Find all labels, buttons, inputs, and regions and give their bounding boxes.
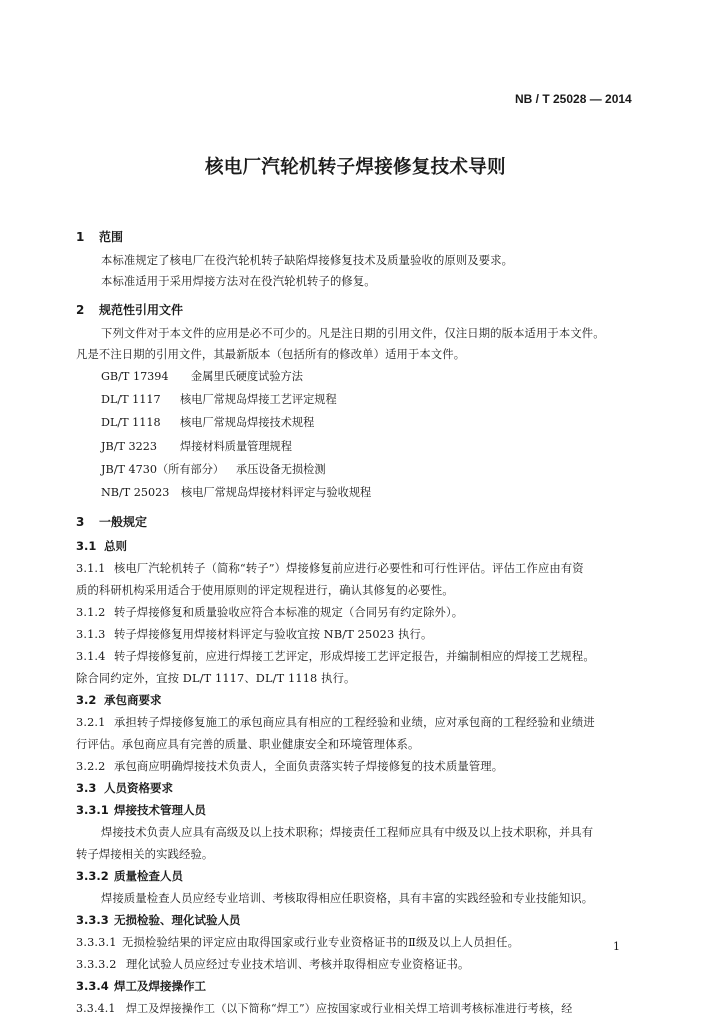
reference-title: 核电厂常规岛焊接工艺评定规程 [180,393,337,406]
clause-3-1-1 [76,560,584,576]
page-number: 1 [613,940,620,953]
clause-number: 3.3.3.1 [76,936,117,949]
reference-code: JB/T 4730（所有部分） [101,463,225,476]
section-3-heading [76,513,147,530]
clause-3-1-2 [76,604,463,620]
standard-number: NB / T 25028 — 2014 [515,92,632,106]
clause-number: 3.1 [76,539,97,553]
clause-number: 3.3.3.2 [76,958,117,971]
reference-item [101,391,337,407]
clause-3-1-1-continued: 质的科研机构采用适合于使用原则的评定规程进行，确认其修复的必要性。 [76,584,454,597]
clause-3-1-3 [76,626,432,642]
reference-item [101,461,326,477]
paragraph: 本标准规定了核电厂在役汽轮机转子缺陷焊接修复技术及质量验收的原则及要求。 [101,254,514,267]
subsection-3-2-heading [76,692,162,708]
section-title: 范围 [99,230,124,244]
clause-text: 焊工及焊接操作工（以下简称“焊工”）应按国家或行业相关焊工培训考核标准进行考核，经 [126,1002,573,1015]
paragraph: 转子焊接相关的实践经验。 [76,848,214,861]
clause-number: 3.3 [76,781,97,795]
reference-item [101,484,371,500]
reference-title: 焊接材料质量管理规程 [180,440,292,453]
clause-number: 3.3.4.1 [76,1002,116,1015]
reference-title: 核电厂常规岛焊接技术规程 [180,416,315,429]
section-number: 3 [76,515,85,529]
clause-3-2-1-continued: 行评估。承包商应具有完善的质量、职业健康安全和环境管理体系。 [76,738,420,751]
paragraph: 凡是不注日期的引用文件，其最新版本（包括所有的修改单）适用于本文件。 [76,348,466,361]
clause-number: 3.1.2 [76,606,106,619]
clause-number: 3.2 [76,693,97,707]
clause-3-3-4-heading [76,978,206,994]
clause-title: 承包商要求 [104,693,162,707]
clause-3-3-3-1 [76,934,519,950]
clause-title: 人员资格要求 [104,781,173,795]
clause-text: 核电厂汽轮机转子（简称“转子”）焊接修复前应进行必要性和可行性评估。评估工作应由有资 [114,562,584,575]
clause-text: 理化试验人员应经过专业技术培训、考核并取得相应专业资格证书。 [126,958,470,971]
clause-3-2-2 [76,758,503,774]
clause-text: 转子焊接修复和质量验收应符合本标准的规定（合同另有约定除外）。 [114,606,464,619]
clause-number: 3.3.2 [76,869,109,883]
reference-code: DL/T 1118 [101,416,161,429]
subsection-3-3-heading [76,780,173,796]
subsection-3-1-heading [76,538,127,554]
clause-number: 3.1.3 [76,628,106,641]
paragraph: 焊接技术负责人应具有高级及以上技术职称；焊接责任工程师应具有中级及以上技术职称，并具有 [101,826,594,839]
clause-text: 转子焊接修复用焊接材料评定与验收宜按 NB/T 25023 执行。 [114,628,433,641]
paragraph: 焊接质量检查人员应经专业培训、考核取得相应任职资格，具有丰富的实践经验和专业技能知识。 [101,892,594,905]
clause-number: 3.3.1 [76,803,109,817]
clause-text: 承担转子焊接修复施工的承包商应具有相应的工程经验和业绩，应对承包商的工程经验和业绩进 [114,716,595,729]
clause-title: 焊工及焊接操作工 [114,979,206,993]
clause-3-3-3-heading [76,912,241,928]
section-number: 2 [76,303,85,317]
section-number: 1 [76,230,85,244]
clause-number: 3.1.4 [76,650,106,663]
clause-number: 3.2.1 [76,716,106,729]
reference-code: JB/T 3223 [101,440,157,453]
clause-3-1-4 [76,648,595,664]
clause-title: 总则 [104,539,127,553]
clause-3-3-3-2 [76,956,469,972]
clause-3-2-1 [76,714,595,730]
clause-text: 无损检验结果的评定应由取得国家或行业专业资格证书的Ⅱ级及以上人员担任。 [122,936,520,949]
clause-text: 承包商应明确焊接技术负责人，全面负责落实转子焊接修复的技术质量管理。 [114,760,504,773]
reference-item [101,414,314,430]
clause-number: 3.1.1 [76,562,106,575]
clause-3-3-4-1 [76,1000,572,1016]
reference-title: 金属里氏硬度试验方法 [191,370,303,383]
reference-code: GB/T 17394 [101,370,169,383]
clause-number: 3.3.3 [76,913,109,927]
clause-3-3-1-heading [76,802,206,818]
section-1-heading [76,228,123,245]
clause-number: 3.3.4 [76,979,109,993]
reference-title: 核电厂常规岛焊接材料评定与验收规程 [181,486,372,499]
clause-title: 质量检查人员 [114,869,183,883]
clause-3-3-2-heading [76,868,183,884]
clause-title: 无损检验、理化试验人员 [114,913,241,927]
section-2-heading [76,301,183,318]
reference-item [101,368,303,384]
reference-code: DL/T 1117 [101,393,161,406]
clause-title: 焊接技术管理人员 [114,803,206,817]
section-title: 规范性引用文件 [99,303,184,317]
clause-text: 转子焊接修复前，应进行焊接工艺评定，形成焊接工艺评定报告，并编制相应的焊接工艺规程。 [114,650,595,663]
document-title: 核电厂汽轮机转子焊接修复技术导则 [205,157,506,178]
clause-number: 3.2.2 [76,760,106,773]
section-title: 一般规定 [99,515,148,529]
paragraph: 下列文件对于本文件的应用是必不可少的。凡是注日期的引用文件，仅注日期的版本适用于本文件。 [101,327,605,340]
clause-3-1-4-continued: 除合同约定外，宜按 DL/T 1117、DL/T 1118 执行。 [76,672,356,685]
reference-code: NB/T 25023 [101,486,170,499]
paragraph: 本标准适用于采用焊接方法对在役汽轮机转子的修复。 [101,275,376,288]
reference-title: 承压设备无损检测 [236,463,326,476]
reference-item [101,438,292,454]
